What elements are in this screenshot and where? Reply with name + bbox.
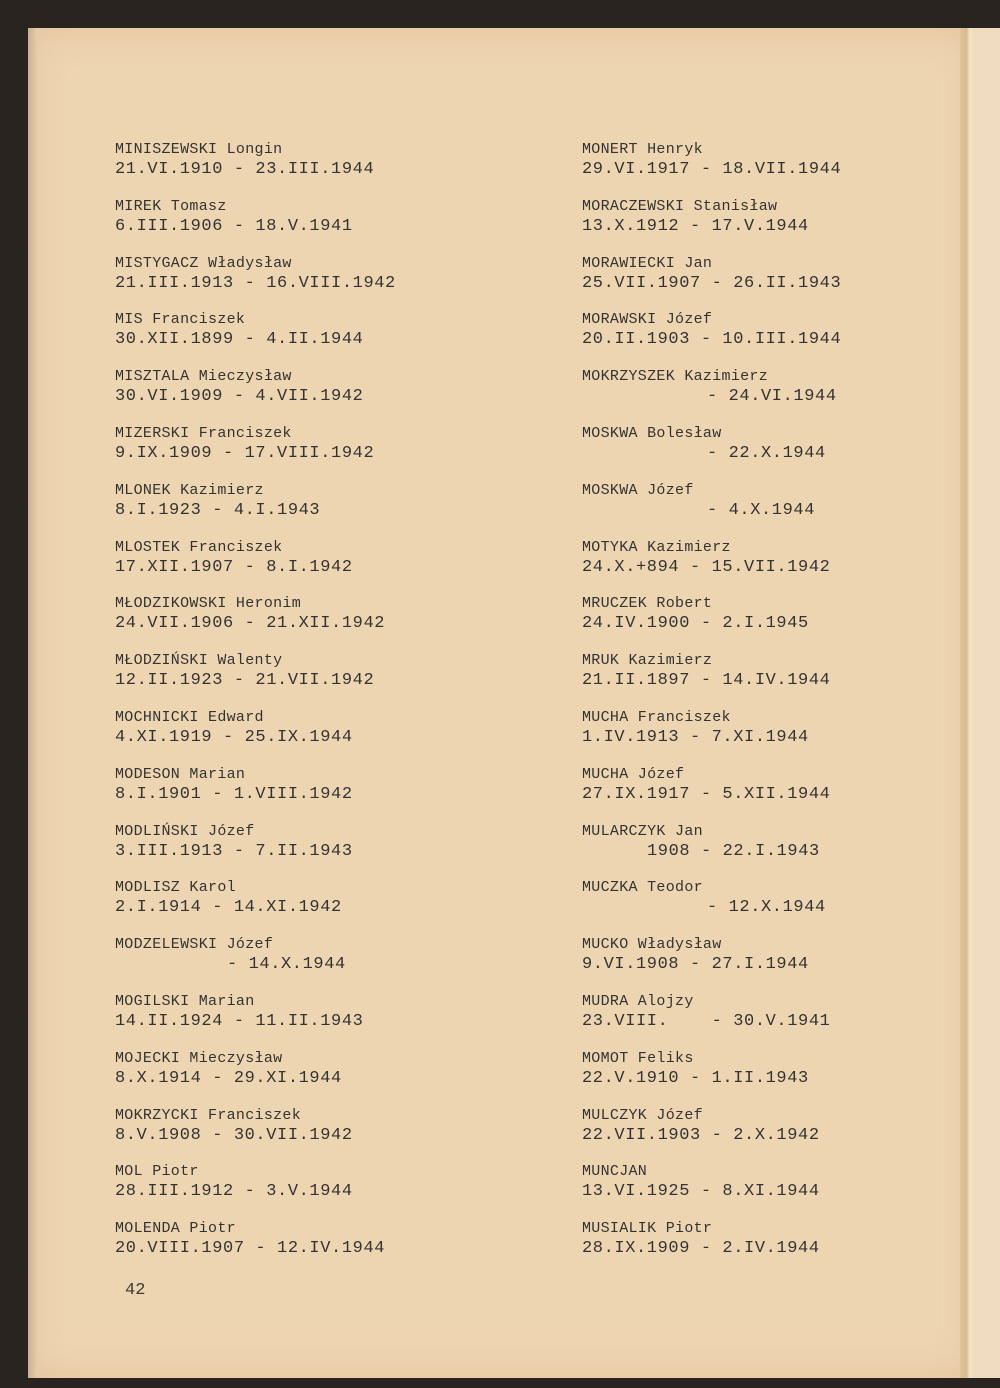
entry: [582, 993, 830, 1032]
life-dates: 8.V.1908 - 30.VII.1942: [115, 1126, 353, 1145]
entry: [115, 595, 385, 634]
entry: [582, 936, 809, 975]
life-dates: - 14.X.1944: [227, 955, 346, 974]
life-dates: 4.XI.1919 - 25.IX.1944: [115, 728, 353, 747]
person-name: MRUCZEK Robert: [582, 595, 713, 612]
entry: [115, 936, 346, 975]
life-dates: 25.VII.1907 - 26.II.1943: [582, 274, 842, 293]
person-name: MISZTALA Mieczysław: [115, 368, 292, 385]
entry: [115, 766, 353, 805]
person-name: MOMOT Feliks: [582, 1050, 694, 1067]
person-name: MŁODZIŃSKI Walenty: [115, 652, 283, 669]
person-name: MOJECKI Mieczysław: [115, 1050, 283, 1067]
life-dates: 1908 - 22.I.1943: [647, 842, 820, 861]
person-name: MORAWIECKI Jan: [582, 255, 713, 272]
entry: [115, 879, 342, 918]
entry: [115, 1107, 353, 1146]
person-name: MUCZKA Teodor: [582, 879, 703, 896]
person-name: MIS Franciszek: [115, 311, 246, 328]
life-dates: 13.VI.1925 - 8.XI.1944: [582, 1182, 820, 1201]
life-dates: 24.X.+894 - 15.VII.1942: [582, 558, 831, 577]
person-name: MOKRZYSZEK Kazimierz: [582, 368, 769, 385]
page-number: 42: [125, 1281, 146, 1300]
entry: [582, 425, 826, 464]
life-dates: 24.VII.1906 - 21.XII.1942: [115, 614, 386, 633]
person-name: MOL Piotr: [115, 1163, 199, 1180]
life-dates: 28.IX.1909 - 2.IV.1944: [582, 1239, 820, 1258]
life-dates: 17.XII.1907 - 8.I.1942: [115, 558, 353, 577]
person-name: MOKRZYCKI Franciszek: [115, 1107, 302, 1124]
entry: [582, 1220, 820, 1259]
life-dates: - 4.X.1944: [707, 501, 816, 520]
entry: [115, 1050, 342, 1089]
person-name: MOSKWA Józef: [582, 482, 694, 499]
entry: [582, 652, 830, 691]
entry: [115, 539, 353, 578]
entry: [115, 709, 353, 748]
entry: [582, 1163, 820, 1202]
person-name: MOSKWA Bolesław: [582, 425, 722, 442]
entry: [115, 1220, 385, 1259]
person-name: MISTYGACZ Władysław: [115, 255, 292, 272]
person-name: MINISZEWSKI Longin: [115, 141, 283, 158]
person-name: MIZERSKI Franciszek: [115, 425, 292, 442]
life-dates: 24.IV.1900 - 2.I.1945: [582, 614, 809, 633]
person-name: MUNCJAN: [582, 1163, 648, 1180]
entry: [582, 311, 841, 350]
life-dates: 29.VI.1917 - 18.VII.1944: [582, 160, 842, 179]
life-dates: 20.II.1903 - 10.III.1944: [582, 330, 842, 349]
life-dates: - 24.VI.1944: [707, 387, 837, 406]
life-dates: 21.III.1913 - 16.VIII.1942: [115, 274, 396, 293]
life-dates: 6.III.1906 - 18.V.1941: [115, 217, 353, 236]
person-name: MUCHA Franciszek: [582, 709, 731, 726]
life-dates: 28.III.1912 - 3.V.1944: [115, 1182, 353, 1201]
life-dates: 30.XII.1899 - 4.II.1944: [115, 330, 364, 349]
life-dates: 20.VIII.1907 - 12.IV.1944: [115, 1239, 386, 1258]
entry: [115, 311, 363, 350]
person-name: MUDRA Alojzy: [582, 993, 694, 1010]
life-dates: 30.VI.1909 - 4.VII.1942: [115, 387, 364, 406]
person-name: MODZELEWSKI Józef: [115, 936, 274, 953]
person-name: MODLISZ Karol: [115, 879, 236, 896]
life-dates: 8.I.1923 - 4.I.1943: [115, 501, 321, 520]
entry: [582, 255, 841, 294]
entry: [115, 1163, 353, 1202]
life-dates: 22.VII.1903 - 2.X.1942: [582, 1126, 820, 1145]
person-name: MŁODZIKOWSKI Heronim: [115, 595, 302, 612]
entry: [115, 425, 374, 464]
person-name: MUCKO Władysław: [582, 936, 722, 953]
life-dates: - 12.X.1944: [707, 898, 826, 917]
entry: [582, 1107, 820, 1146]
entry: [115, 482, 320, 521]
life-dates: 12.II.1923 - 21.VII.1942: [115, 671, 375, 690]
entry: [582, 709, 809, 748]
page-fold: [960, 28, 976, 1378]
entry: [582, 823, 820, 862]
entry: [582, 766, 830, 805]
life-dates: 23.VIII. - 30.V.1941: [582, 1012, 831, 1031]
life-dates: 1.IV.1913 - 7.XI.1944: [582, 728, 809, 747]
entry: [115, 368, 363, 407]
person-name: MULCZYK Józef: [582, 1107, 703, 1124]
life-dates: 13.X.1912 - 17.V.1944: [582, 217, 809, 236]
person-name: MRUK Kazimierz: [582, 652, 713, 669]
life-dates: - 22.X.1944: [707, 444, 826, 463]
entry: [582, 595, 809, 634]
entry: [582, 539, 830, 578]
person-name: MOLENDA Piotr: [115, 1220, 236, 1237]
person-name: MLOSTEK Franciszek: [115, 539, 283, 556]
entry: [582, 198, 809, 237]
life-dates: 14.II.1924 - 11.II.1943: [115, 1012, 364, 1031]
entry: [582, 141, 841, 180]
life-dates: 8.I.1901 - 1.VIII.1942: [115, 785, 353, 804]
person-name: MORAWSKI Józef: [582, 311, 713, 328]
person-name: MOGILSKI Marian: [115, 993, 255, 1010]
person-name: MODLIŃSKI Józef: [115, 823, 255, 840]
entry: [582, 482, 815, 521]
person-name: MIREK Tomasz: [115, 198, 227, 215]
entry: [115, 198, 353, 237]
person-name: MORACZEWSKI Stanisław: [582, 198, 778, 215]
entry: [115, 652, 374, 691]
entry: [115, 141, 374, 180]
person-name: MOCHNICKI Edward: [115, 709, 264, 726]
entry: [582, 368, 837, 407]
page-spine: [28, 28, 38, 1378]
person-name: MULARCZYK Jan: [582, 823, 703, 840]
life-dates: 9.VI.1908 - 27.I.1944: [582, 955, 809, 974]
person-name: MUSIALIK Piotr: [582, 1220, 713, 1237]
life-dates: 21.II.1897 - 14.IV.1944: [582, 671, 831, 690]
next-page-edge: [976, 28, 1000, 1378]
life-dates: 22.V.1910 - 1.II.1943: [582, 1069, 809, 1088]
life-dates: 2.I.1914 - 14.XI.1942: [115, 898, 342, 917]
entry: [582, 1050, 809, 1089]
life-dates: 3.III.1913 - 7.II.1943: [115, 842, 353, 861]
life-dates: 21.VI.1910 - 23.III.1944: [115, 160, 375, 179]
entry: [115, 255, 396, 294]
life-dates: 27.IX.1917 - 5.XII.1944: [582, 785, 831, 804]
life-dates: 8.X.1914 - 29.XI.1944: [115, 1069, 342, 1088]
entry: [582, 879, 826, 918]
person-name: MODESON Marian: [115, 766, 246, 783]
person-name: MOTYKA Kazimierz: [582, 539, 731, 556]
person-name: MUCHA Józef: [582, 766, 685, 783]
person-name: MLONEK Kazimierz: [115, 482, 264, 499]
entry: [115, 823, 353, 862]
entry: [115, 993, 363, 1032]
person-name: MONERT Henryk: [582, 141, 703, 158]
life-dates: 9.IX.1909 - 17.VIII.1942: [115, 444, 375, 463]
